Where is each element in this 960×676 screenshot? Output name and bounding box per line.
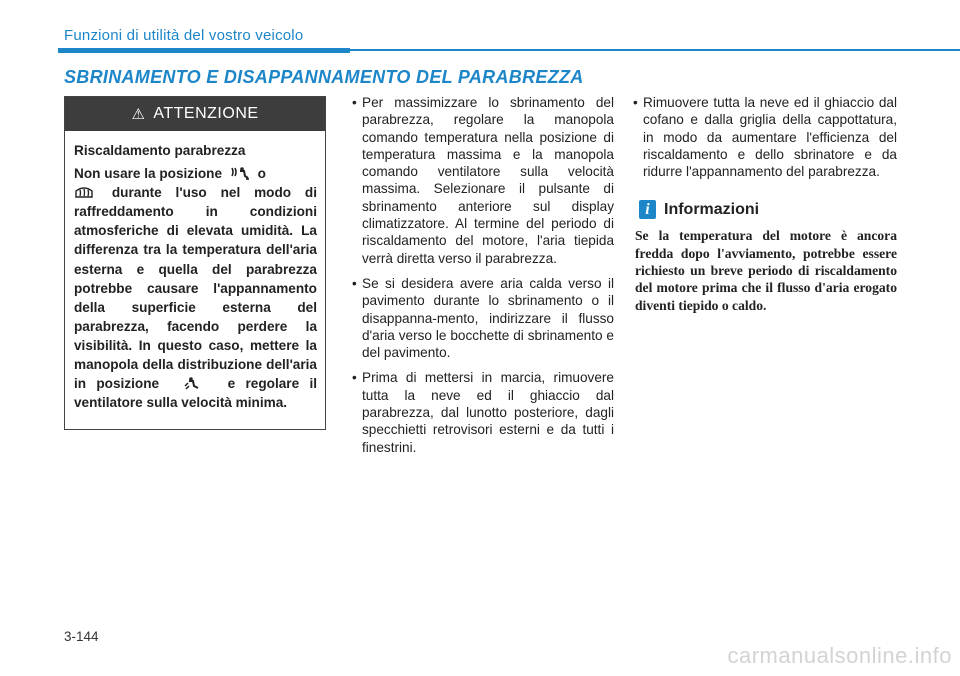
warning-text-part4: e regolare il ventilatore sulla velocità minima. <box>74 376 317 411</box>
list-item: • Se si desidera avere aria calda verso il pavimento durante lo sbrinamento o il disappanna-mento, indirizzare il flusso d'aria verso le bocchette di sbrinamento e del pavimento. <box>352 275 614 361</box>
info-icon: i <box>639 200 656 219</box>
floor-defrost-mode-icon <box>230 166 250 180</box>
warning-text-part3: durante l'uso nel modo di raffreddamento in condizioni atmosferiche di elevata umidità. La differenza tra la temperatura dell'aria esterna e quella del parabrezza potrebbe causare l'appannamento della superficie esterna del parabrezza, facendo perdere la visibilità. In questo caso, mettere la manopola della distribuzione dell'aria in posizione <box>74 185 317 392</box>
front-defrost-icon <box>74 185 94 199</box>
info-header <box>639 200 897 219</box>
list-item: • Rimuovere tutta la neve ed il ghiaccio dal cofano e dalla griglia della cappottatura, in modo da aumentare l'efficienza del riscaldamento e dello sbrinatore e da ridurre l'appannamento del parabrezza. <box>633 94 897 180</box>
warning-subtitle: Riscaldamento parabrezza <box>74 143 246 158</box>
list-item: • Per massimizzare lo sbrinamento del parabrezza, regolare la manopola comando temperatura nella posizione di temperatura massima e la manopola comando ventilatore sulla velocità massima. Selezionare il pulsante di sbrinamento anteriore sul display climatizzatore. Al termine del periodo di riscaldamento del motore, l'aria tiepida verrà diretta verso il parabrezza. <box>352 94 614 267</box>
warning-body <box>65 131 325 412</box>
warning-triangle-icon: ⚠ <box>131 105 146 123</box>
warning-text-part2: o <box>257 166 266 182</box>
column-3 <box>633 94 897 314</box>
warning-box <box>64 96 326 430</box>
column-2 <box>352 94 614 464</box>
warning-text <box>74 164 317 412</box>
info-text: Se la temperatura del motore è ancora fredda dopo l'avviamento, potrebbe essere richiesto un breve periodo di riscaldamento del motore prima che il flusso d'aria erogato diventi tiepido o caldo. <box>635 228 897 313</box>
section-heading: SBRINAMENTO E DISAPPANNAMENTO DEL PARABREZZA <box>64 67 584 87</box>
warning-header <box>65 97 325 131</box>
list-item: • Prima di mettersi in marcia, rimuovere tutta la neve ed il ghiaccio dal parabrezza, dal lunotto posteriore, dagli specchietti retrovisori esterni e da tutti i finestrini. <box>352 369 614 455</box>
info-title: Informazioni <box>664 201 760 219</box>
page-number: 3-144 <box>64 629 99 644</box>
watermark: carmanualsonline.info <box>727 643 952 668</box>
header-rule-thick <box>58 48 350 53</box>
header-title: Funzioni di utilità del vostro veicolo <box>64 27 304 44</box>
warning-title: ATTENZIONE <box>153 105 259 122</box>
warning-text-part1: Non usare la posizione <box>74 166 223 182</box>
header-rule-thin <box>350 49 960 51</box>
floor-mode-icon <box>183 376 203 390</box>
